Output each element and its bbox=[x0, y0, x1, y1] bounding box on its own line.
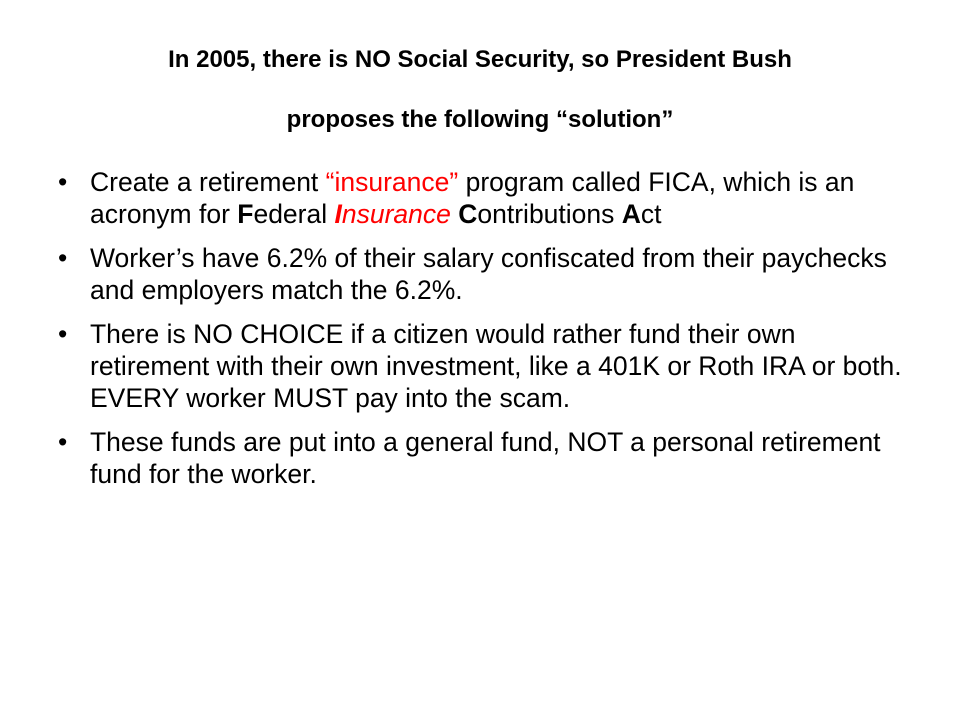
bullet-dot-icon: • bbox=[58, 319, 68, 349]
bullet-dot-icon: • bbox=[58, 167, 68, 197]
acronym-word-insurance bbox=[334, 199, 450, 229]
acronym-letter-a: A bbox=[621, 199, 641, 229]
acronym-word-insurance-rest: nsurance bbox=[341, 199, 451, 229]
bullet-text: Worker’s have 6.2% of their salary confiscated from their paychecks and employers match the 6.2%. bbox=[90, 243, 887, 305]
bullet-item-salary bbox=[58, 242, 918, 306]
insurance-quote-highlight: “insurance” bbox=[325, 167, 459, 197]
slide-title-line-2: proposes the following “solution” bbox=[286, 106, 674, 133]
bullet-text-part: Create a retirement bbox=[90, 167, 326, 197]
bullet-item-general-fund bbox=[58, 426, 918, 490]
acronym-letter-i: I bbox=[334, 199, 342, 229]
acronym-word-federal: ederal bbox=[253, 199, 335, 229]
bullet-item-fica bbox=[58, 166, 918, 230]
acronym-word-contributions: ontributions bbox=[477, 199, 622, 229]
acronym-letter-c: C bbox=[458, 199, 478, 229]
bullet-text: There is NO CHOICE if a citizen would rather fund their own retirement with their own investment, like a 401K or Roth IRA or both. EVERY worker MUST pay into the scam. bbox=[90, 319, 902, 413]
bullet-dot-icon: • bbox=[58, 427, 68, 457]
bullet-dot-icon: • bbox=[58, 243, 68, 273]
acronym-letter-f: F bbox=[237, 199, 254, 229]
bullet-text-part: program called FICA, which is an acronym for bbox=[90, 167, 855, 229]
bullet-list bbox=[58, 166, 918, 502]
bullet-text: These funds are put into a general fund, NOT a personal retirement fund for the worker. bbox=[90, 427, 881, 489]
slide-title-line-1: In 2005, there is NO Social Security, so President Bush bbox=[168, 46, 792, 73]
slide-title bbox=[40, 30, 920, 150]
acronym-word-act: ct bbox=[640, 199, 662, 229]
bullet-item-no-choice bbox=[58, 318, 918, 414]
